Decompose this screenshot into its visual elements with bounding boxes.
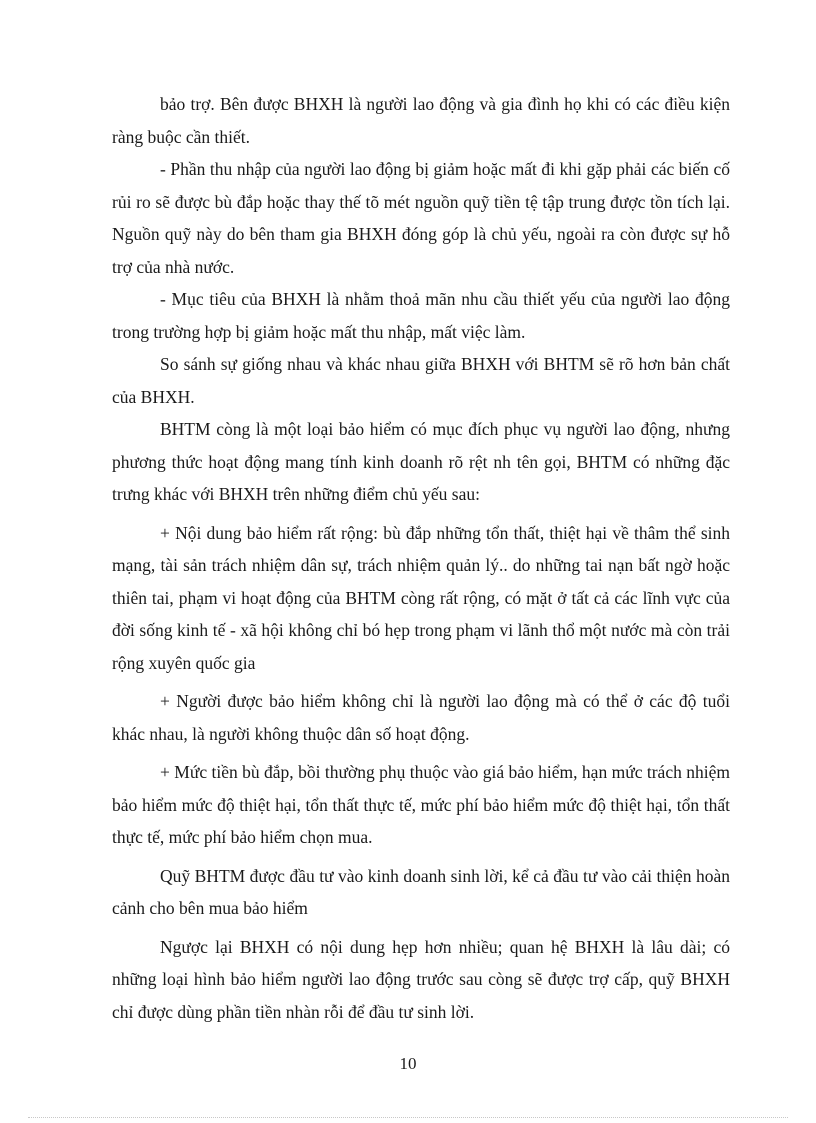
page-number: 10 <box>399 1054 417 1073</box>
paragraph-4: So sánh sự giống nhau và khác nhau giữa BHXH với BHTM sẽ rõ hơn bản chất của BHXH. <box>112 354 730 407</box>
document-body <box>112 88 730 1028</box>
footer-divider <box>28 1117 788 1118</box>
paragraph-7: + Người được bảo hiểm không chỉ là người lao động mà có thể ở các độ tuổi khác nhau, là người không thuộc dân số hoạt động. <box>112 691 730 744</box>
paragraph-5: BHTM còng là một loại bảo hiểm có mục đích phục vụ người lao động, nhưng phương thức hoạt động mang tính kinh doanh rõ rệt nh tên gọi, BHTM có những đặc trưng khác với BHXH trên những điểm chủ yếu sau: <box>112 419 730 504</box>
paragraph-6: + Nội dung bảo hiểm rất rộng: bù đắp những tổn thất, thiệt hại về thâm thể sinh mạng, tài sản trách nhiệm dân sự, trách nhiệm quản lý.. do những tai nạn bất ngờ hoặc thiên tai, phạm vi hoạt động của BHTM còng rất rộng, có mặt ở tất cả các lĩnh vực của đời sống kinh tế - xã hội không chỉ bó hẹp trong phạm vi lãnh thổ một nước mà còn trải rộng xuyên quốc gia <box>112 522 730 673</box>
paragraph-3: - Mục tiêu của BHXH là nhằm thoả mãn nhu cầu thiết yếu của người lao động trong trường hợp bị giảm hoặc mất thu nhập, mất việc làm. <box>112 289 730 342</box>
paragraph-10: Ngược lại BHXH có nội dung hẹp hơn nhiều; quan hệ BHXH là lâu dài; có những loại hình bảo hiểm người lao động trước sau còng sẽ được trợ cấp, quỹ BHXH chỉ được dùng phần tiền nhàn rỗi để đầu tư sinh lời. <box>112 936 730 1022</box>
paragraph-1: bảo trợ. Bên được BHXH là người lao động và gia đình họ khi có các điều kiện ràng buộc cần thiết. <box>112 94 730 147</box>
paragraph-8: + Mức tiền bù đắp, bồi thường phụ thuộc vào giá bảo hiểm, hạn mức trách nhiệm bảo hiểm mức độ thiệt hại, tổn thất thực tế, mức phí bảo hiểm mức độ thiệt hại, tổn thất thực tế, mức phí bảo hiểm chọn mua. <box>112 762 730 847</box>
paragraph-2: - Phần thu nhập của người lao động bị giảm hoặc mất đi khi gặp phải các biến cố rủi ro sẽ được bù đắp hoặc thay thế tõ mét nguồn quỹ tiền tệ tập trung được tồn tích lại. Nguồn quỹ này do bên tham gia BHXH đóng góp là chủ yếu, ngoài ra còn được sự hỗ trợ của nhà nước. <box>112 159 730 277</box>
paragraph-9: Quỹ BHTM được đầu tư vào kinh doanh sinh lời, kể cả đầu tư vào cải thiện hoàn cảnh cho bên mua bảo hiểm <box>112 865 730 918</box>
